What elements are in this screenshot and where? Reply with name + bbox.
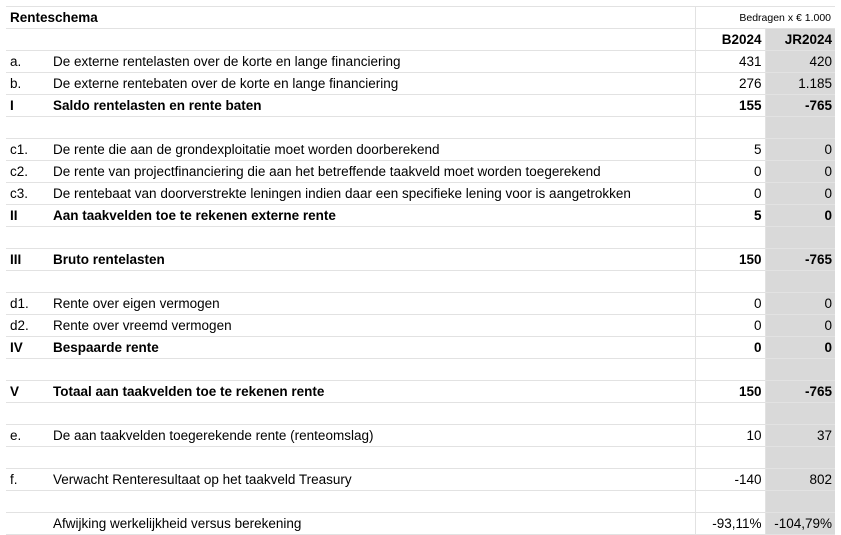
row-value-b2024 — [695, 447, 765, 469]
row-value-jr2024 — [765, 447, 835, 469]
row-code: V — [6, 381, 49, 403]
row-value-b2024 — [695, 271, 765, 293]
row-value-b2024: 0 — [695, 183, 765, 205]
row-value-b2024: 150 — [695, 249, 765, 271]
row-value-jr2024: 420 — [765, 51, 835, 73]
renteschema-sheet — [6, 6, 835, 535]
row-value-b2024 — [695, 403, 765, 425]
row-value-b2024: 431 — [695, 51, 765, 73]
row-label: Bruto rentelasten — [49, 249, 695, 271]
row-value-jr2024: 0 — [765, 315, 835, 337]
row-value-jr2024 — [765, 117, 835, 139]
row-value-b2024: 0 — [695, 293, 765, 315]
row-value-jr2024 — [765, 403, 835, 425]
row-code — [6, 403, 49, 425]
row-value-jr2024: 0 — [765, 161, 835, 183]
row-value-jr2024: 37 — [765, 425, 835, 447]
row-label: Rente over vreemd vermogen — [49, 315, 695, 337]
row-value-jr2024 — [765, 491, 835, 513]
table-row — [6, 381, 835, 403]
row-code: c2. — [6, 161, 49, 183]
row-value-jr2024 — [765, 227, 835, 249]
row-label — [49, 359, 695, 381]
row-value-jr2024 — [765, 271, 835, 293]
row-label: Saldo rentelasten en rente baten — [49, 95, 695, 117]
empty-row — [6, 491, 835, 513]
row-code — [6, 447, 49, 469]
row-label — [49, 403, 695, 425]
row-code: III — [6, 249, 49, 271]
row-value-b2024: -140 — [695, 469, 765, 491]
table-row — [6, 139, 835, 161]
row-code: a. — [6, 51, 49, 73]
row-code: d1. — [6, 293, 49, 315]
header-jr2024: JR2024 — [765, 29, 835, 51]
row-label — [49, 117, 695, 139]
row-label: De rente van projectfinanciering die aan het betreffende taakveld moet worden toegerekend — [49, 161, 695, 183]
empty-row — [6, 117, 835, 139]
row-code — [6, 271, 49, 293]
row-value-jr2024 — [765, 359, 835, 381]
row-label: Verwacht Renteresultaat op het taakveld Treasury — [49, 469, 695, 491]
row-code: IV — [6, 337, 49, 359]
row-label — [49, 227, 695, 249]
row-label: Totaal aan taakvelden toe te rekenen rente — [49, 381, 695, 403]
row-label: De rente die aan de grondexploitatie moet worden doorberekend — [49, 139, 695, 161]
row-value-b2024 — [695, 117, 765, 139]
row-code — [6, 491, 49, 513]
row-value-b2024: 155 — [695, 95, 765, 117]
header-row — [6, 29, 835, 51]
empty-row — [6, 227, 835, 249]
row-code: II — [6, 205, 49, 227]
row-value-jr2024: 0 — [765, 139, 835, 161]
row-label: De externe rentebaten over de korte en lange financiering — [49, 73, 695, 95]
row-code — [6, 359, 49, 381]
table-row — [6, 337, 835, 359]
table-row — [6, 73, 835, 95]
row-label — [49, 447, 695, 469]
row-value-b2024 — [695, 227, 765, 249]
row-value-b2024: 276 — [695, 73, 765, 95]
row-value-jr2024: -765 — [765, 95, 835, 117]
row-label: De aan taakvelden toegerekende rente (renteomslag) — [49, 425, 695, 447]
row-code: c1. — [6, 139, 49, 161]
row-code — [6, 117, 49, 139]
table-row — [6, 205, 835, 227]
row-value-b2024: 5 — [695, 139, 765, 161]
row-value-b2024: 150 — [695, 381, 765, 403]
table-row — [6, 315, 835, 337]
row-value-jr2024: -104,79% — [765, 513, 835, 535]
unit-note: Bedragen x € 1.000 — [695, 7, 835, 29]
row-code — [6, 227, 49, 249]
row-label: Bespaarde rente — [49, 337, 695, 359]
table-title: Renteschema — [6, 7, 695, 29]
row-value-b2024 — [695, 359, 765, 381]
empty-row — [6, 359, 835, 381]
row-value-b2024: 0 — [695, 315, 765, 337]
row-value-jr2024: 1.185 — [765, 73, 835, 95]
empty-row — [6, 271, 835, 293]
row-label: De externe rentelasten over de korte en lange financiering — [49, 51, 695, 73]
row-code: e. — [6, 425, 49, 447]
row-label — [49, 271, 695, 293]
row-code: b. — [6, 73, 49, 95]
row-label: Aan taakvelden toe te rekenen externe rente — [49, 205, 695, 227]
row-code: d2. — [6, 315, 49, 337]
header-desc-cell — [49, 29, 695, 51]
row-label: Afwijking werkelijkheid versus berekening — [49, 513, 695, 535]
renteschema-table — [6, 6, 835, 535]
table-row — [6, 249, 835, 271]
empty-row — [6, 447, 835, 469]
row-value-b2024: 0 — [695, 161, 765, 183]
table-row — [6, 293, 835, 315]
row-label — [49, 491, 695, 513]
row-value-b2024: 0 — [695, 337, 765, 359]
row-value-jr2024: 0 — [765, 205, 835, 227]
row-code: f. — [6, 469, 49, 491]
table-row — [6, 161, 835, 183]
row-value-jr2024: 0 — [765, 293, 835, 315]
title-row — [6, 7, 835, 29]
row-value-b2024 — [695, 491, 765, 513]
empty-row — [6, 403, 835, 425]
row-code: I — [6, 95, 49, 117]
table-row — [6, 183, 835, 205]
header-code-cell — [6, 29, 49, 51]
row-value-jr2024: 802 — [765, 469, 835, 491]
row-value-b2024: 5 — [695, 205, 765, 227]
table-row — [6, 513, 835, 535]
row-value-jr2024: 0 — [765, 337, 835, 359]
row-value-jr2024: -765 — [765, 249, 835, 271]
header-b2024: B2024 — [695, 29, 765, 51]
table-row — [6, 51, 835, 73]
table-row — [6, 469, 835, 491]
table-row — [6, 95, 835, 117]
row-value-b2024: 10 — [695, 425, 765, 447]
table-row — [6, 425, 835, 447]
row-label: De rentebaat van doorverstrekte leningen indien daar een specifieke lening voor is aangetrokken — [49, 183, 695, 205]
row-code: c3. — [6, 183, 49, 205]
row-value-jr2024: -765 — [765, 381, 835, 403]
row-code — [6, 513, 49, 535]
row-label: Rente over eigen vermogen — [49, 293, 695, 315]
row-value-b2024: -93,11% — [695, 513, 765, 535]
row-value-jr2024: 0 — [765, 183, 835, 205]
